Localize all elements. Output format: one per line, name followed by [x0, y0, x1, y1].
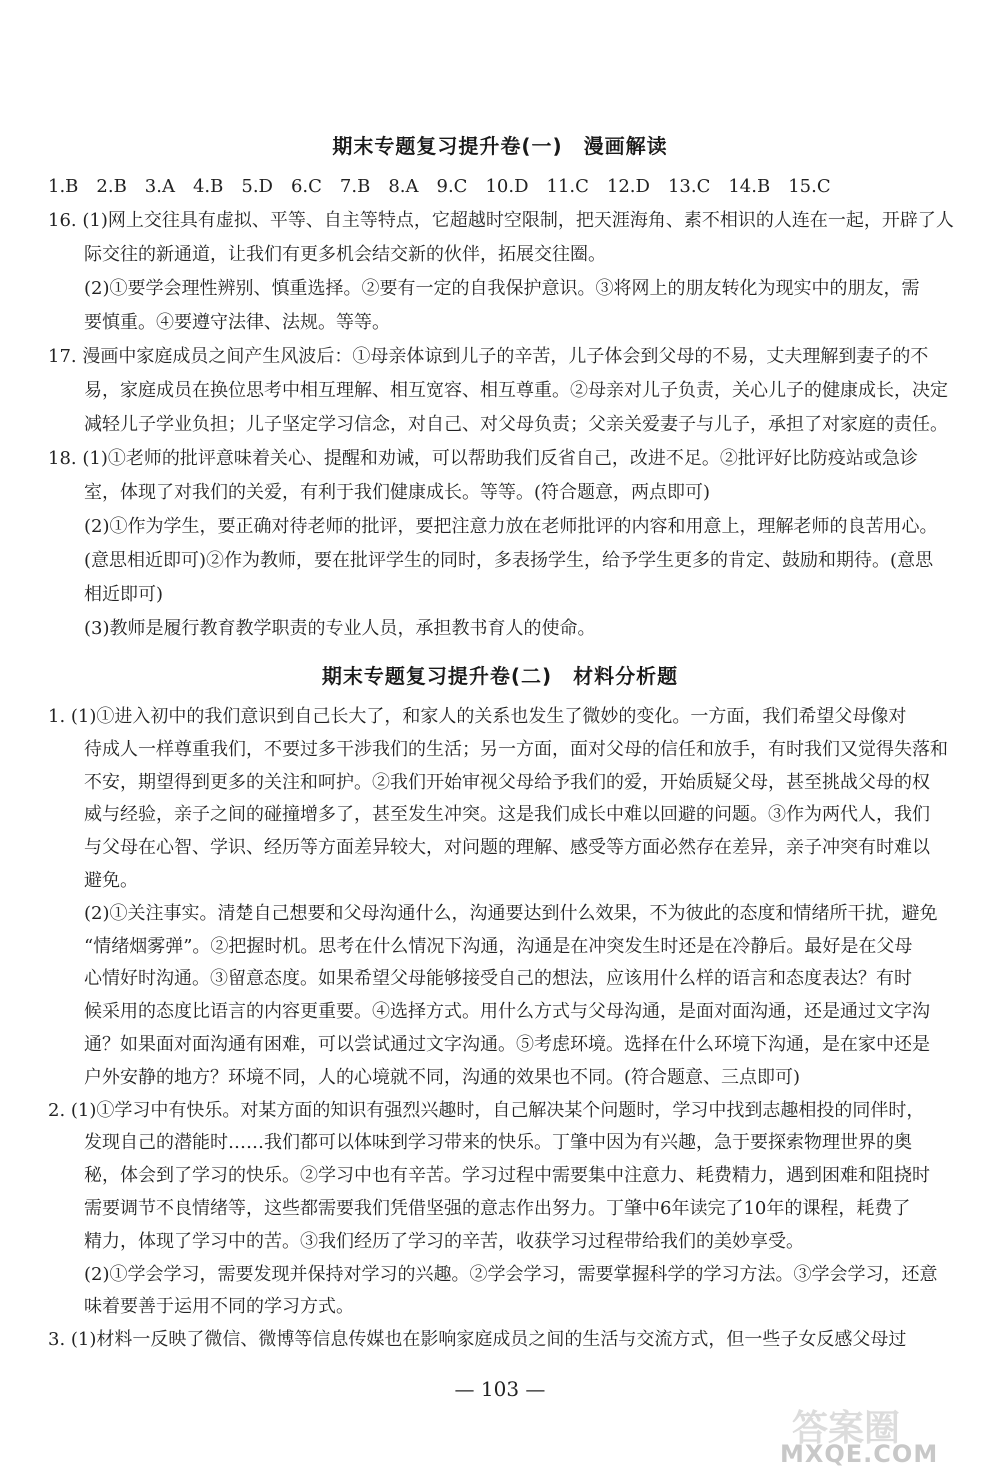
text-line: 不安，期望得到更多的关注和呵护。②我们开始审视父母给予我们的爱，开始质疑父母，甚至挑战父母的权 — [84, 771, 930, 793]
page-number: — 103 — — [454, 1377, 546, 1401]
text-line: 待成人一样尊重我们，不要过多干涉我们的生活；另一方面，面对父母的信任和放手，有时我们又觉得失落和 — [84, 738, 948, 760]
text-line: (2)①学会学习，需要发现并保持对学习的兴趣。②学会学习，需要掌握科学的学习方法。③学会学习，还意 — [84, 1263, 938, 1285]
text-line: 际交往的新通道，让我们有更多机会结交新的伙伴，拓展交往圈。 — [84, 244, 606, 265]
text-line: (2)①关注事实。清楚自己想要和父母沟通什么，沟通要达到什么效果，不为彼此的态度和情绪所干扰，避免 — [84, 902, 938, 924]
text-line: (2)①作为学生，要正确对待老师的批评，要把注意力放在老师批评的内容和用意上，理解老师的良苦用心。 — [84, 516, 938, 537]
text-line: 发现自己的潜能时……我们都可以体味到学习带来的快乐。丁肇中因为有兴趣，急于要探索物理世界的奥 — [84, 1132, 912, 1154]
text-line: 与父母在心智、学识、经历等方面差异较大，对问题的理解、感受等方面必然存在差异，亲子冲突有时难以 — [84, 837, 930, 859]
text-line: 相近即可) — [84, 584, 164, 605]
text-line: 秘，体会到了学习的快乐。②学习中也有辛苦。学习过程中需要集中注意力、耗费精力，遇到困难和阻挠时 — [84, 1165, 930, 1187]
watermark-site: MXQE.COM — [780, 1440, 939, 1468]
text-line: 1.B 2.B 3.A 4.B 5.D 6.C 7.B 8.A 9.C 10.D 11.C 12.D 13.C 14.B 15.C — [48, 176, 831, 197]
text-line: 减轻儿子学业负担；儿子坚定学习信念，对自己、对父母负责；父亲关爱妻子与儿子，承担了对家庭的责任。 — [84, 414, 948, 435]
text-line: (2)①要学会理性辨别、慎重选择。②要有一定的自我保护意识。③将网上的朋友转化为现实中的朋友，需 — [84, 278, 920, 299]
text-line: (意思相近即可)②作为教师，要在批评学生的同时，多表扬学生，给予学生更多的肯定、鼓励和期待。(意思 — [84, 550, 934, 571]
text-line: 户外安静的地方？环境不同，人的心境就不同，沟通的效果也不同。(符合题意、三点即可) — [84, 1066, 801, 1088]
watermark-logo: 答案圈 — [792, 1408, 901, 1449]
section-title-2: 期末专题复习提升卷(二) 材料分析题 — [321, 664, 679, 688]
text-line: 精力，体现了学习中的苦。③我们经历了学习的辛苦，收获学习过程带给我们的美妙享受。 — [84, 1230, 804, 1252]
text-line: (3)教师是履行教育教学职责的专业人员，承担教书育人的使命。 — [84, 618, 596, 639]
text-line: “情绪烟雾弹”。②把握时机。思考在什么情况下沟通，沟通是在冲突发生时还是在冷静后。最好是在父母 — [84, 935, 913, 957]
text-line: 3. (1)材料一反映了微信、微博等信息传媒也在影响家庭成员之间的生活与交流方式，但一些子女反感父母过 — [48, 1329, 907, 1351]
watermark — [770, 1400, 990, 1466]
text-line: 16. (1)网上交往具有虚拟、平等、自主等特点，它超越时空限制，把天涯海角、素不相识的人连在一起，开辟了人 — [48, 210, 954, 231]
text-line: 味着要善于运用不同的学习方式。 — [84, 1296, 354, 1318]
text-line: 避免。 — [84, 870, 138, 891]
text-line: 18. (1)①老师的批评意味着关心、提醒和劝诫，可以帮助我们反省自己，改进不足。②批评好比防疫站或急诊 — [48, 448, 918, 469]
text-line: 1. (1)①进入初中的我们意识到自己长大了，和家人的关系也发生了微妙的变化。一方面，我们希望父母像对 — [48, 706, 907, 727]
text-line: 易，家庭成员在换位思考中相互理解、相互宽容、相互尊重。②母亲对儿子负责，关心儿子的健康成长，决定 — [84, 380, 948, 401]
text-line: 17. 漫画中家庭成员之间产生风波后：①母亲体谅到儿子的辛苦，儿子体会到父母的不易，丈夫理解到妻子的不 — [48, 346, 929, 367]
text-line: 需要调节不良情绪等，这些都需要我们凭借坚强的意志作出努力。丁肇中6年读完了10年的课程，耗费了 — [84, 1198, 911, 1219]
text-line: 威与经验，亲子之间的碰撞增多了，甚至发生冲突。这是我们成长中难以回避的问题。③作为两代人，我们 — [84, 804, 930, 826]
text-line: 要慎重。④要遵守法律、法规。等等。 — [84, 312, 390, 333]
section-title-1: 期末专题复习提升卷(一) 漫画解读 — [332, 134, 668, 158]
text-line: 通？如果面对面沟通有困难，可以尝试通过文字沟通。⑤考虑环境。选择在什么环境下沟通，是在家中还是 — [84, 1034, 930, 1055]
text-line: 室，体现了对我们的关爱，有利于我们健康成长。等等。(符合题意，两点即可) — [84, 482, 711, 503]
text-line: 心情好时沟通。③留意态度。如果希望父母能够接受自己的想法，应该用什么样的语言和态度表达？有时 — [84, 968, 912, 990]
text-line: 候采用的态度比语言的内容更重要。④选择方式。用什么方式与父母沟通，是面对面沟通，还是通过文字沟 — [84, 1001, 930, 1023]
text-line: 2. (1)①学习中有快乐。对某方面的知识有强烈兴趣时，自己解决某个问题时，学习中找到志趣相投的同伴时， — [48, 1099, 925, 1121]
